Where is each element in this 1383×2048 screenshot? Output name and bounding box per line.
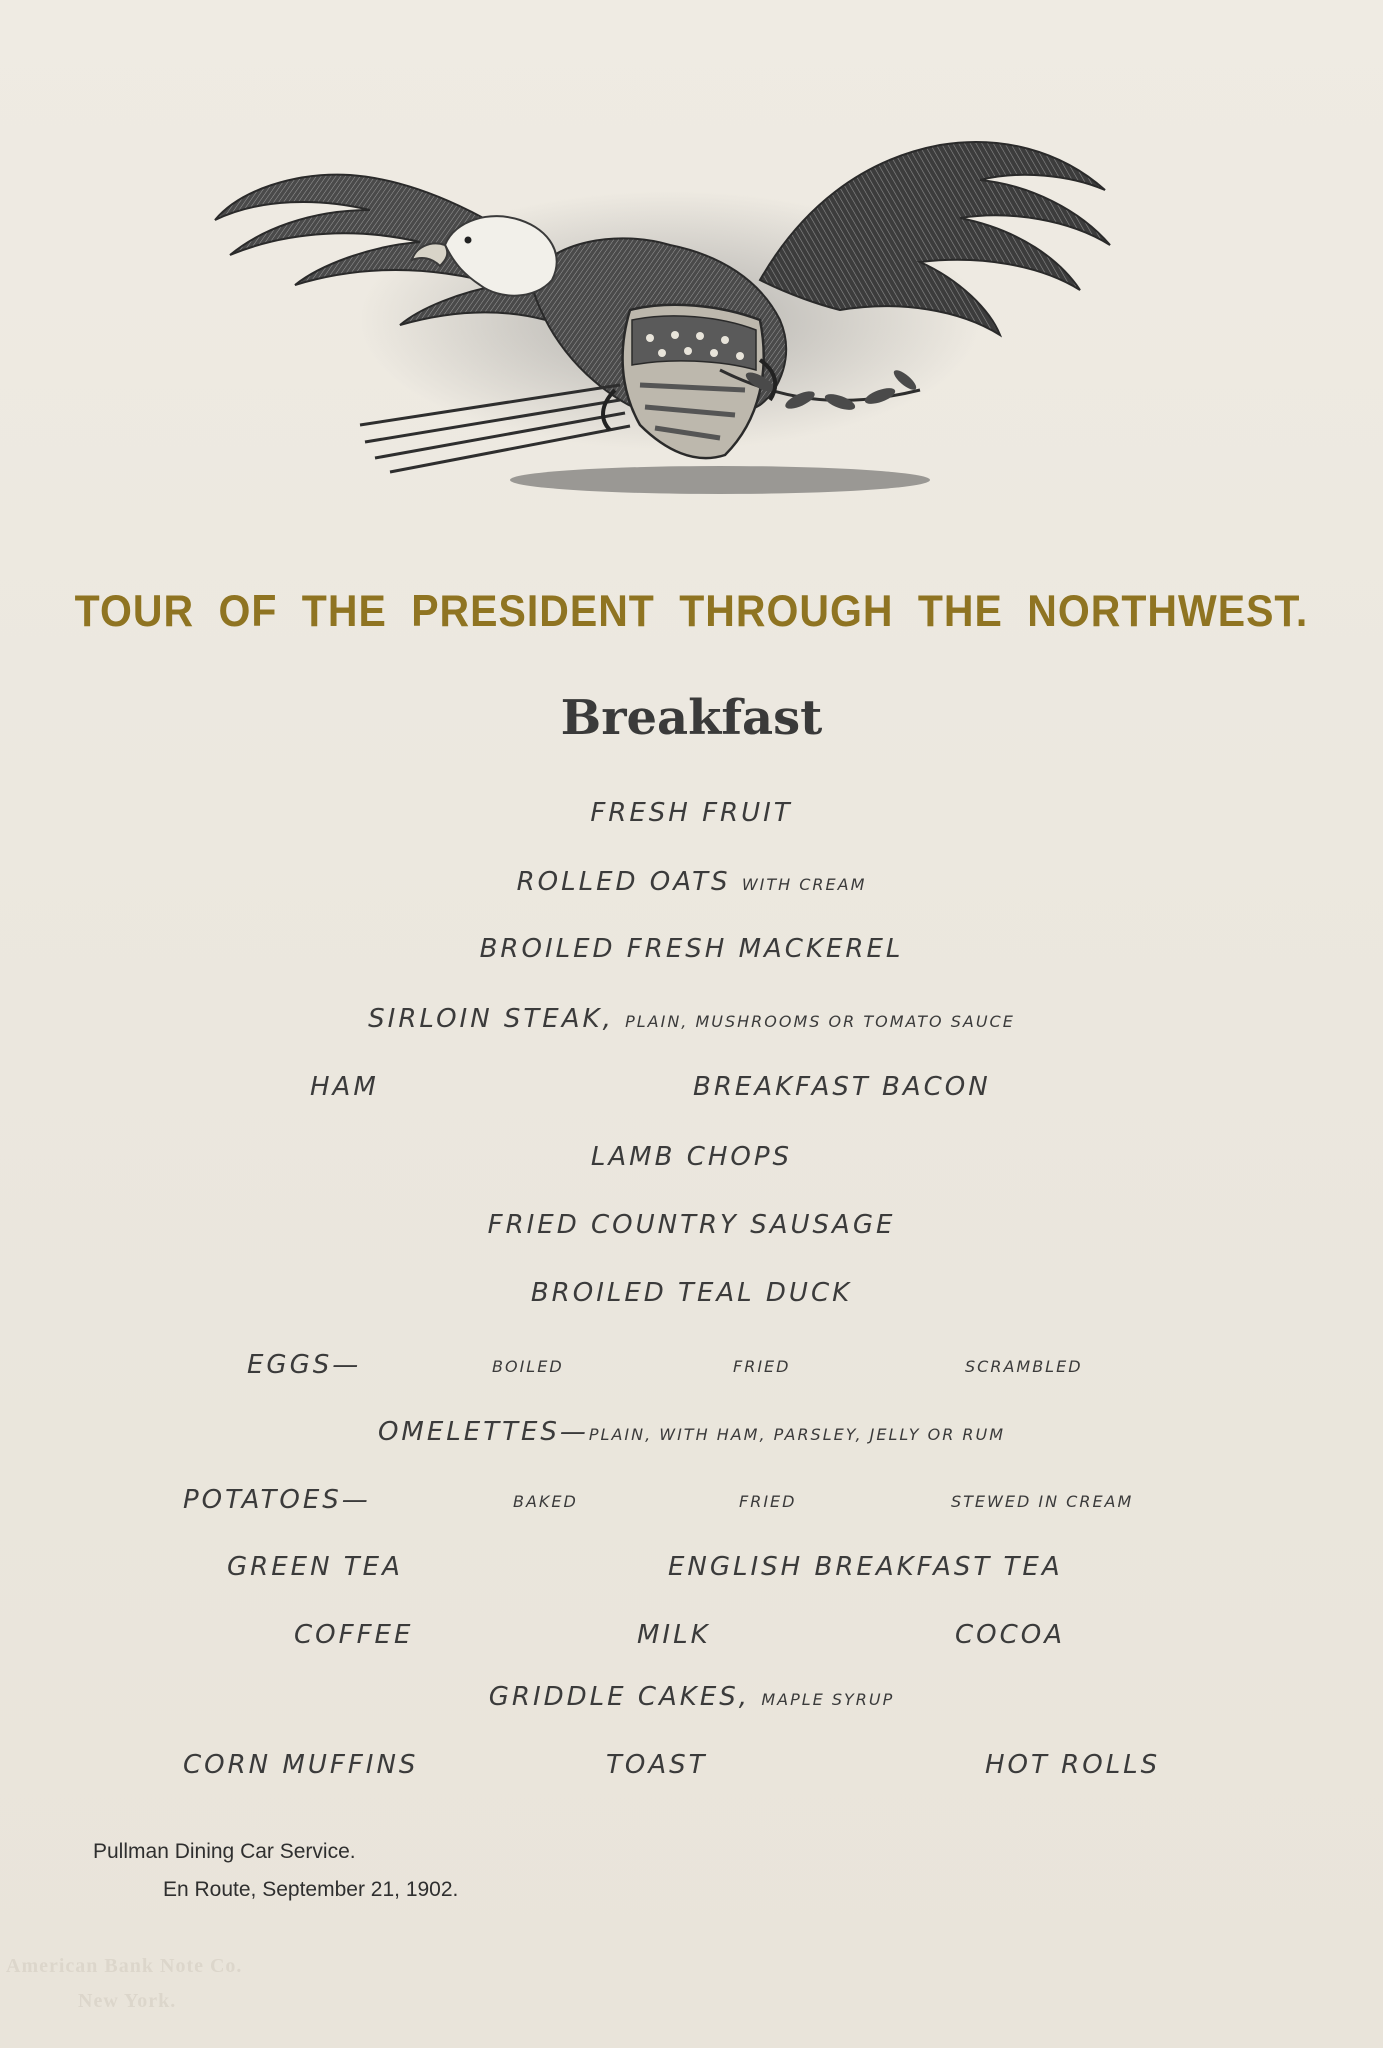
menu-option-potatoes-baked: BAKED bbox=[513, 1492, 578, 1511]
menu-item-cocoa: COCOA bbox=[955, 1620, 1066, 1650]
menu-item-note: WITH CREAM bbox=[741, 875, 867, 894]
footer-service: Pullman Dining Car Service. bbox=[93, 1840, 356, 1863]
menu-item-label: SIRLOIN STEAK, bbox=[368, 1004, 614, 1034]
menu-item-eggs: EGGS— bbox=[247, 1350, 362, 1380]
meal-heading: Breakfast bbox=[560, 690, 823, 746]
menu-item-omelettes bbox=[0, 1417, 1383, 1447]
menu-item-hot-rolls: HOT ROLLS bbox=[985, 1750, 1161, 1780]
menu-item-potatoes: POTATOES— bbox=[183, 1485, 371, 1515]
menu-option-eggs-boiled: BOILED bbox=[492, 1357, 564, 1376]
menu-item-toast: TOAST bbox=[606, 1750, 708, 1780]
menu-item-griddle-cakes bbox=[0, 1682, 1383, 1712]
menu-item-label: OMELETTES— bbox=[377, 1417, 589, 1447]
menu-item-sirloin bbox=[0, 1004, 1383, 1034]
menu-option-eggs-fried: FRIED bbox=[733, 1357, 791, 1376]
menu-item-lamb-chops bbox=[0, 1142, 1383, 1172]
footer-date: En Route, September 21, 1902. bbox=[163, 1878, 459, 1901]
menu-item-label: BROILED FRESH MACKEREL bbox=[479, 934, 904, 964]
menu-item-label: LAMB CHOPS bbox=[590, 1142, 793, 1172]
menu-item-bacon: BREAKFAST BACON bbox=[693, 1072, 991, 1102]
menu-option-eggs-scrambled: SCRAMBLED bbox=[965, 1357, 1083, 1376]
menu-item-teal-duck bbox=[0, 1278, 1383, 1308]
printer-imprint-line2: New York. bbox=[78, 1990, 177, 2012]
menu-item-fresh-fruit bbox=[0, 798, 1383, 828]
menu-option-potatoes-stewed: STEWED IN CREAM bbox=[951, 1492, 1134, 1511]
menu-item-note: PLAIN, WITH HAM, PARSLEY, JELLY OR RUM bbox=[588, 1425, 1006, 1444]
menu-item-rolled-oats bbox=[0, 867, 1383, 897]
menu-item-sausage bbox=[0, 1210, 1383, 1240]
menu-item-mackerel bbox=[0, 934, 1383, 964]
menu-item-green-tea: GREEN TEA bbox=[227, 1552, 403, 1582]
menu-title: TOUR OF THE PRESIDENT THROUGH THE NORTHWEST. bbox=[74, 586, 1309, 636]
menu-item-ham: HAM bbox=[310, 1072, 379, 1102]
menu-item-label: FRIED COUNTRY SAUSAGE bbox=[487, 1210, 896, 1240]
menu-item-note: MAPLE SYRUP bbox=[761, 1690, 895, 1709]
menu-item-milk: MILK bbox=[637, 1620, 711, 1650]
menu-item-coffee: COFFEE bbox=[294, 1620, 414, 1650]
menu-item-label: BROILED TEAL DUCK bbox=[530, 1278, 853, 1308]
printer-imprint-line1: American Bank Note Co. bbox=[6, 1955, 243, 1977]
menu-item-label: FRESH FRUIT bbox=[590, 798, 793, 828]
menu-item-note: PLAIN, MUSHROOMS OR TOMATO SAUCE bbox=[625, 1012, 1015, 1031]
menu-item-label: ROLLED OATS bbox=[516, 867, 731, 897]
menu-option-potatoes-fried: FRIED bbox=[739, 1492, 797, 1511]
menu-item-label: GRIDDLE CAKES, bbox=[488, 1682, 751, 1712]
menu-item-corn-muffins: CORN MUFFINS bbox=[183, 1750, 419, 1780]
eagle-shield-illustration bbox=[200, 70, 1140, 530]
menu-item-english-tea: ENGLISH BREAKFAST TEA bbox=[668, 1552, 1063, 1582]
